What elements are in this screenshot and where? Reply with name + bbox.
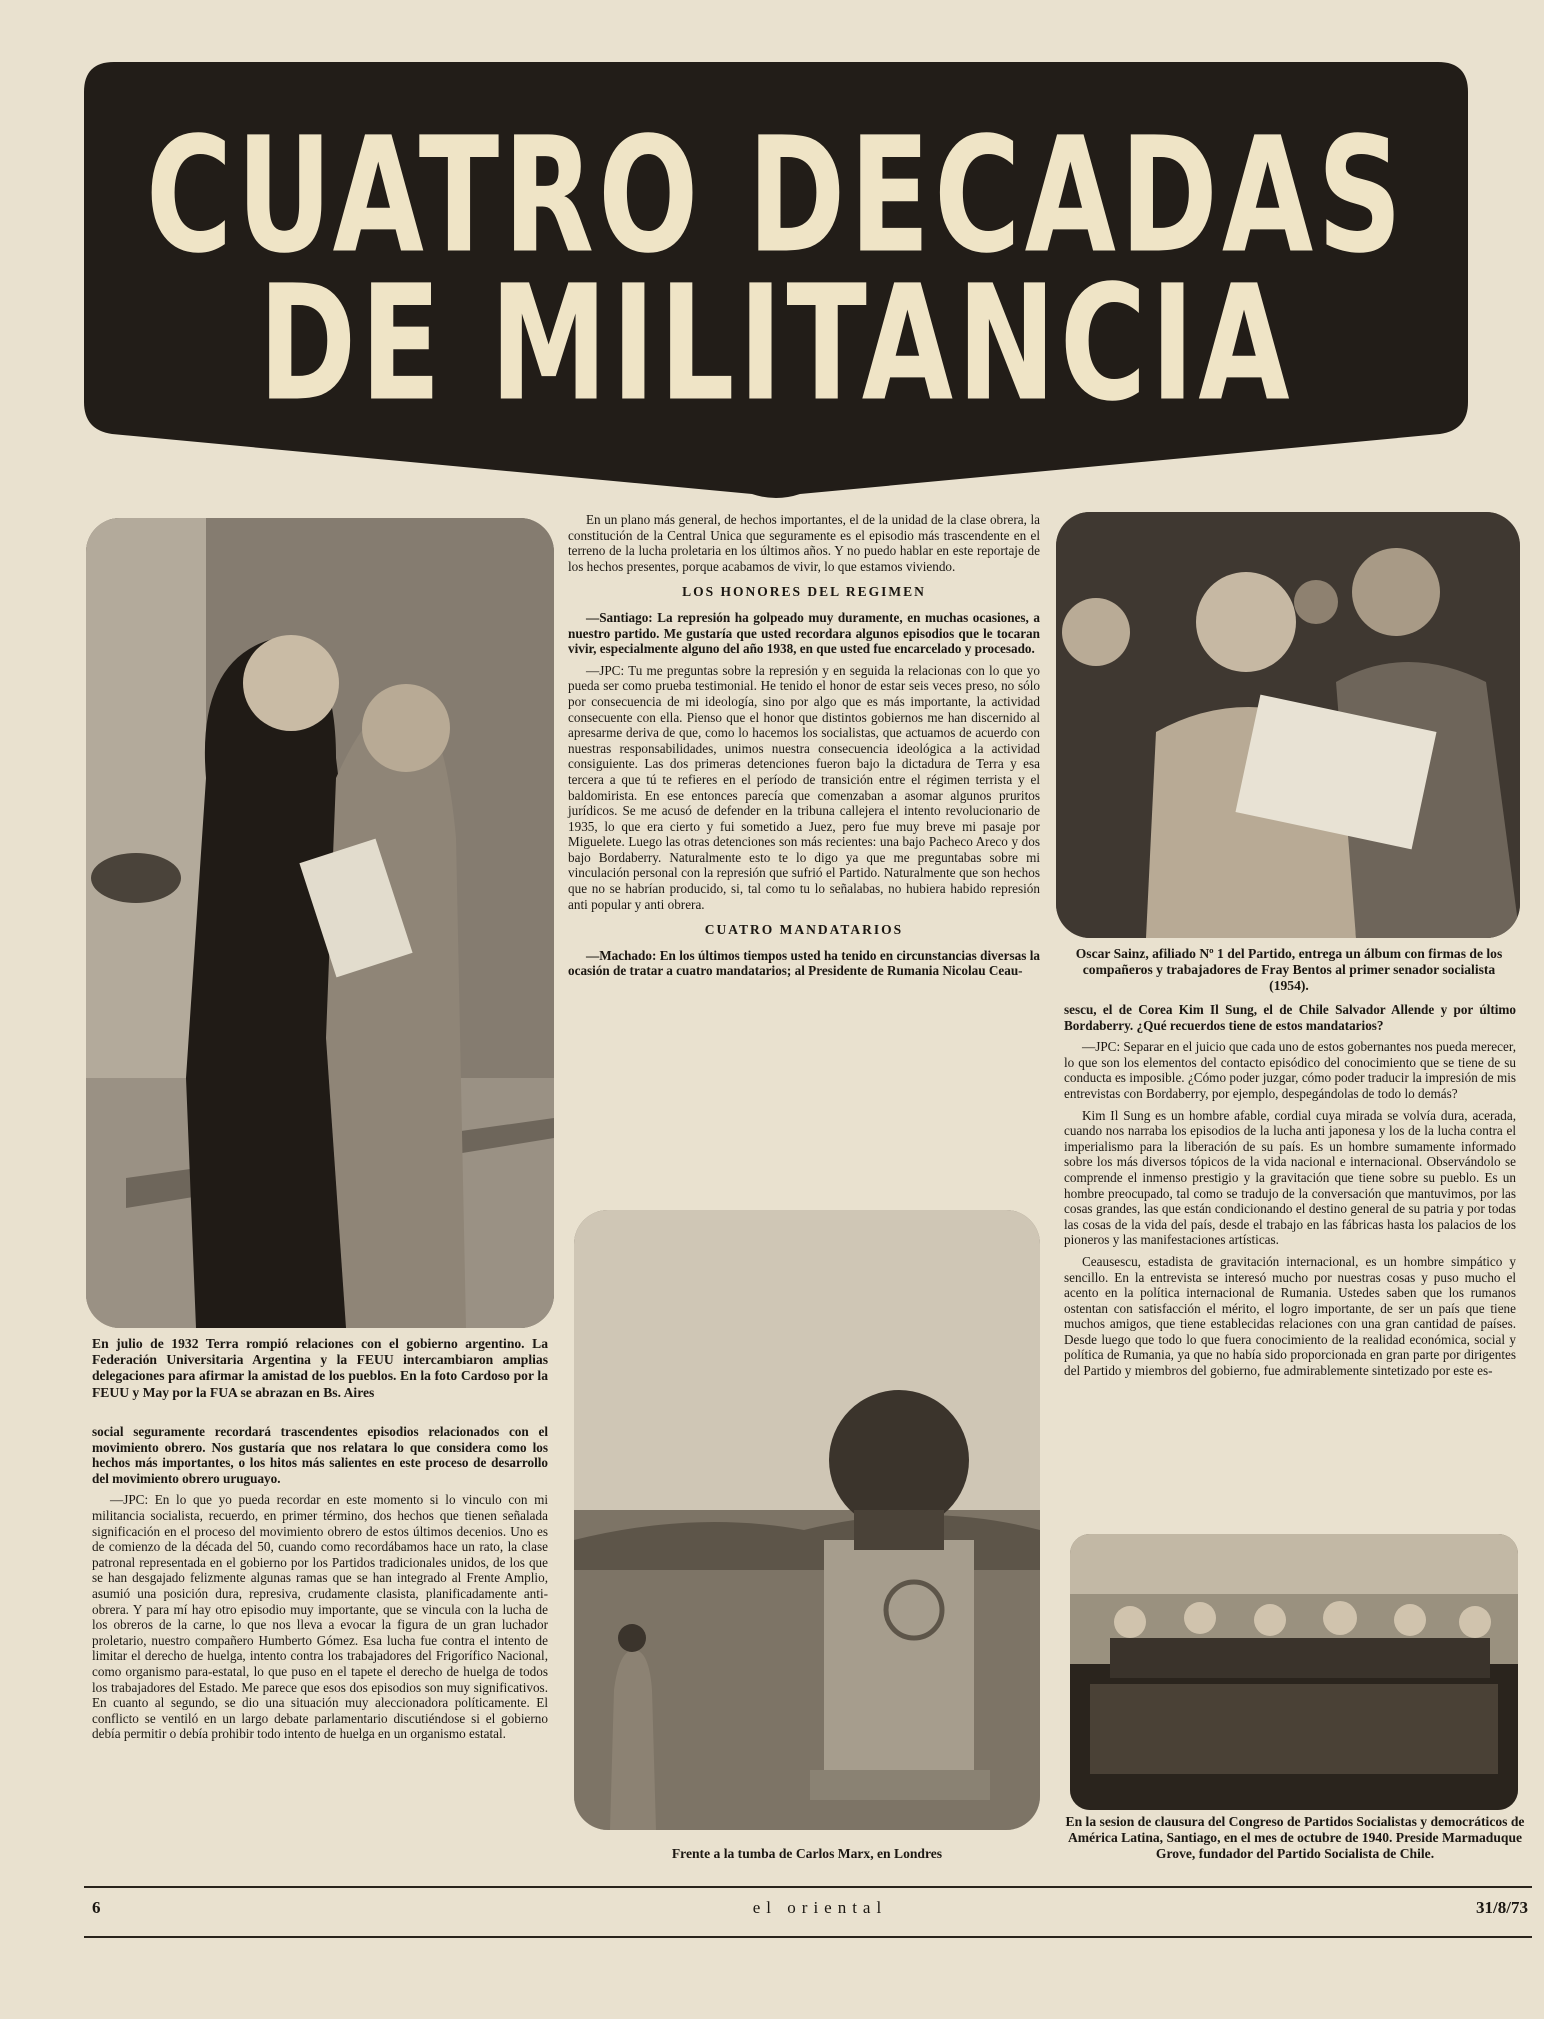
publication-name: el oriental bbox=[752, 1898, 888, 1917]
middle-col-question-2: —Machado: En los últimos tiempos usted ha tenido en circunstancias diversas la ocasión de tratar a cuatro mandatarios; al Presidente de Rumania Nicolau Ceau- bbox=[568, 947, 1040, 979]
middle-col-answer-1: —JPC: Tu me preguntas sobre la represión y en seguida la relacionas con lo que yo pueda ser como prueba testimonial. He tenido el honor de estar seis veces preso, no sólo por consecuencia de mi ideología, sino por algo que es más importante, la actividad consecuente con ella. Pienso que el honor que distintos gobiernos me han discernido al apresarme deriva de que, como lo hacemos los socialistas, que actuamos de acuerdo con nuestras responsabilidades, unimos nuestra consecuencia ideológica a la actividad consiguiente. Las dos primeras detenciones fueron bajo la dictadura de Terra y esa tercera a que tú te refieres en el período de transición entre el régimen terrista y el baldomirista. En ese entonces parecía que comenzaban a asomar algunos pruritos jurídicos. Se me acusó de defender en la tribuna callejera el intento revolucionario de 1935, lo que era cierto y fui sometido a Juez, pero fue muy breve mi pasaje por Miguelete. Luego las otras detenciones son más recientes: una bajo Pacheco Areco y dos bajo Bordaberry. Naturalmente esto te lo digo ya que me preguntabas sobre mi vinculación personal con la represión que sufrió el Partido. Naturalmente que son hechos que no se habrían producido, si, tal como tu lo señalabas, no hubiera habido represión anti popular y anti obrera. bbox=[568, 662, 1040, 912]
photo-marx-tomb bbox=[574, 1210, 1040, 1830]
issue-date: 31/8/73 bbox=[1476, 1898, 1528, 1917]
headline-line-1: CUATRO DECADAS bbox=[145, 102, 1407, 289]
caption-album-presentation: Oscar Sainz, afiliado Nº 1 del Partido, entrega un álbum con firmas de los compañeros y trabajadores de Fray Bentos al primer senador socialista (1954). bbox=[1075, 946, 1503, 994]
middle-column bbox=[568, 512, 1040, 985]
right-column bbox=[1064, 1002, 1516, 1385]
photo-embrace bbox=[86, 518, 554, 1328]
headline-line-2: DE MILITANCIA bbox=[258, 250, 1294, 437]
middle-col-intro: En un plano más general, de hechos importantes, el de la unidad de la clase obrera, la constitución de la Central Unica que seguramente es el episodio más trascendente en el terreno de la lucha proletaria en los últimos años. Y no puedo hablar en este reportaje de los hechos presentes, porque acabamos de vivir, lo que estamos viviendo. bbox=[568, 512, 1040, 574]
photo-congress-session bbox=[1070, 1534, 1518, 1810]
photo-album-presentation bbox=[1056, 512, 1520, 938]
right-col-answer-kim: Kim Il Sung es un hombre afable, cordial cuya mirada se volvía dura, acerada, cuando nos narraba los episodios de la lucha anti japonesa y los de la lucha contra el imperialismo para la liberación de su país. Es un hombre sumamente informado sobre los más diversos tópicos de la vida nacional e internacional. Observándolo se comprende el inmenso prestigio y la gravitación que tiene sobre su pueblo. Es un hombre preocupado, tal como se tradujo de la conversación que mantuvimos, por las cosas grandes, las que están condicionando el destino general de su patria y por todas las cosas de la vida del país, desde el trabajo en las fábricas hasta los palacios de los pioneros y las manifestaciones artísticas. bbox=[1064, 1107, 1516, 1248]
page-number: 6 bbox=[92, 1898, 101, 1917]
caption-congress-session: En la sesion de clausura del Congreso de Partidos Socialistas y democráticos de América Latina, Santiago, en el mes de octubre de 1940. Preside Marmaduque Grove, fundador del Partido Socialista de Chile. bbox=[1065, 1814, 1525, 1862]
right-col-question-cont: sescu, el de Corea Kim Il Sung, el de Chile Salvador Allende y por último Bordaberry. ¿Qué recuerdos tiene de estos mandatarios? bbox=[1064, 1002, 1516, 1033]
title-banner bbox=[84, 62, 1468, 502]
left-col-question: social seguramente recordará trascendentes episodios relacionados con el movimiento obrero. Nos gustaría que nos relatara lo que considera como los hechos más importantes, o los hitos más salientes en este proceso de desarrollo del movimiento obrero uruguayo. bbox=[92, 1424, 548, 1486]
left-column bbox=[92, 1424, 548, 1748]
right-col-answer-1: —JPC: Separar en el juicio que cada uno de estos gobernantes nos pueda merecer, lo que son los elementos del contacto episódico del conocimiento que se tiene de su conducta es imposible. ¿Cómo poder juzgar, cómo poder traducir la impresión de mis entrevistas con Bordaberry, por ejemplo, despegándolas de todo lo demás? bbox=[1064, 1039, 1516, 1101]
footer-rule-bottom bbox=[84, 1936, 1532, 1938]
footer-rule-top bbox=[84, 1886, 1532, 1888]
caption-marx-tomb: Frente a la tumba de Carlos Marx, en Londres bbox=[671, 1846, 943, 1861]
subheading-honores: LOS HONORES DEL REGIMEN bbox=[682, 584, 926, 600]
caption-left-photo: En julio de 1932 Terra rompió relaciones con el gobierno argentino. La Federación Universitaria Argentina y la FEUU intercambiaron amplias delegaciones para afirmar la amistad de los pueblos. En la foto Cardoso por la FEUU y May por la FUA se abrazan en Bs. Aires bbox=[92, 1336, 548, 1400]
right-col-answer-ceausescu: Ceausescu, estadista de gravitación internacional, es un hombre simpático y sencillo. En la entrevista se interesó mucho por nuestras cosas y puso mucho el acento en la política internacional de Rumania. Ustedes saben que los rumanos ostentan con satisfacción el mérito, el logro importante, de ser un país que tiene muchos amigos, que tiene establecidas relaciones con una gran cantidad de países. Desde luego que todo lo que fuera conocimiento de la realidad económica, social y política de Rumania, ya que no había sido proporcionada en gran parte por dirigentes del Partido y miembros del gobierno, fue admirablemente sintetizado por este es- bbox=[1064, 1253, 1516, 1379]
left-col-answer: —JPC: En lo que yo pueda recordar en este momento si lo vinculo con mi militancia socialista, recuerdo, en primer término, dos hechos que tienen señalada significación en el proceso del movimiento obrero de estos últimos decenios. Uno es de comienzo de la década del 50, cuando como recordábamos hace un rato, la clase patronal representada en el gobierno por los Partidos tradicionales unidos, de los que se han desgajado felizmente algunas ramas que se han integrado al Frente Amplio, asumió una posición dura, represiva, crudamente clasista, planificadamente anti-obrera. Y para mí hay otro episodio muy importante, que se vincula con la lucha de los obreros de la carne, lo que nos lleva a evocar la figura de un gran luchador proletario, nuestro compañero Humberto Gómez. Esa lucha fue contra el intento de limitar el derecho de huelga, intento contra los trabajadores del Frigorífico Nacional, como organismo para-estatal, lo que puso en el tapete el derecho de huelga de todos los trabajadores del Estado. Me parece que esos dos episodios son muy significativos. En cuanto al segundo, se dio una situación muy aleccionadora políticamente. El conflicto se ventiló en un largo debate parlamentario discutiéndose si el gobierno debía permitir o debía prohibir todo intento de huelga en un organismo estatal. bbox=[92, 1492, 548, 1742]
subheading-mandatarios: CUATRO MANDATARIOS bbox=[704, 922, 904, 938]
middle-col-question-1: —Santiago: La represión ha golpeado muy duramente, en muchas ocasiones, a nuestro partido. Me gustaría que usted recordara algunos episodios que le tocaran vivir, especialmente alguno del año 1938, en que usted fue encarcelado y procesado. bbox=[568, 609, 1040, 657]
